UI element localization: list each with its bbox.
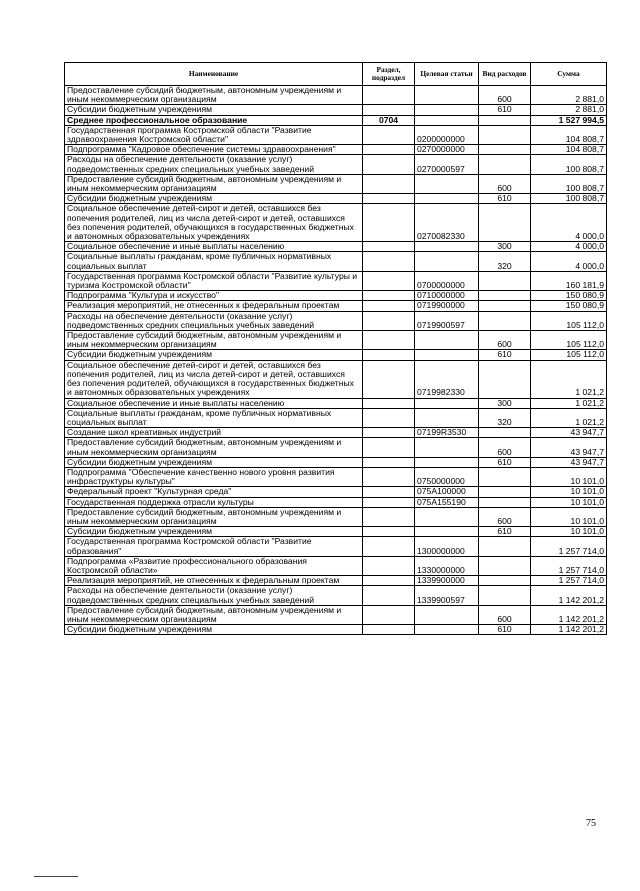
cell-section — [363, 398, 415, 408]
cell-sum: 10 101,0 — [531, 487, 607, 497]
cell-type: 610 — [479, 105, 531, 115]
cell-sum: 43 947,7 — [531, 428, 607, 438]
table-header-row — [65, 63, 607, 86]
cell-sum: 10 101,0 — [531, 497, 607, 507]
cell-type: 610 — [479, 625, 531, 635]
table-row — [65, 576, 607, 586]
header-type: Вид расходов — [479, 63, 531, 86]
cell-section — [363, 605, 415, 624]
cell-sum: 150 080,9 — [531, 291, 607, 301]
table-row — [65, 487, 607, 497]
table-row — [65, 311, 607, 330]
cell-target: 0719900597 — [415, 311, 479, 330]
table-row — [65, 174, 607, 193]
cell-name: Расходы на обеспечение деятельности (оказание услуг) подведомственных средних специальных учебных заведений — [65, 586, 363, 605]
table-row — [65, 537, 607, 556]
cell-type: 300 — [479, 242, 531, 252]
cell-type: 610 — [479, 350, 531, 360]
cell-name: Субсидии бюджетным учреждениям — [65, 527, 363, 537]
cell-target — [415, 605, 479, 624]
cell-name: Социальное обеспечение и иные выплаты населению — [65, 398, 363, 408]
cell-section — [363, 291, 415, 301]
cell-name: Субсидии бюджетным учреждениям — [65, 350, 363, 360]
cell-sum: 4 000,0 — [531, 204, 607, 242]
cell-sum: 1 142 201,2 — [531, 625, 607, 635]
cell-type: 300 — [479, 398, 531, 408]
cell-section — [363, 145, 415, 155]
cell-type — [479, 497, 531, 507]
cell-section — [363, 438, 415, 457]
table-row — [65, 271, 607, 290]
cell-type — [479, 125, 531, 144]
cell-section — [363, 537, 415, 556]
cell-sum: 1 021,2 — [531, 360, 607, 398]
cell-type — [479, 155, 531, 174]
cell-target: 1330000000 — [415, 556, 479, 575]
header-name: Наименование — [65, 63, 363, 86]
cell-sum: 105 112,0 — [531, 350, 607, 360]
cell-section — [363, 311, 415, 330]
table-row — [65, 408, 607, 427]
cell-section — [363, 556, 415, 575]
cell-section — [363, 408, 415, 427]
cell-sum: 105 112,0 — [531, 311, 607, 330]
table-row — [65, 204, 607, 242]
table-row — [65, 527, 607, 537]
cell-target — [415, 507, 479, 526]
cell-name: Среднее профессиональное образование — [65, 115, 363, 125]
cell-name: Создание школ креативных индустрий — [65, 428, 363, 438]
table-row — [65, 556, 607, 575]
cell-target: 0200000000 — [415, 125, 479, 144]
table-row — [65, 586, 607, 605]
cell-sum: 1 527 994,5 — [531, 115, 607, 125]
cell-target — [415, 527, 479, 537]
cell-type — [479, 291, 531, 301]
table-body — [65, 86, 607, 635]
cell-section — [363, 586, 415, 605]
cell-name: Подпрограмма «Развитие профессионального образования Костромской области» — [65, 556, 363, 575]
cell-target: 1339900597 — [415, 586, 479, 605]
cell-section — [363, 174, 415, 193]
table-row — [65, 467, 607, 486]
cell-name: Предоставление субсидий бюджетным, автономным учреждениям и иным некоммерческим организациям — [65, 331, 363, 350]
header-section: Раздел, подраздел — [363, 63, 415, 86]
cell-type: 600 — [479, 605, 531, 624]
cell-target — [415, 398, 479, 408]
table-row — [65, 115, 607, 125]
table-row — [65, 428, 607, 438]
cell-section — [363, 576, 415, 586]
cell-sum: 4 000,0 — [531, 252, 607, 271]
table-row — [65, 331, 607, 350]
cell-name: Расходы на обеспечение деятельности (оказание услуг) подведомственных средних специальных учебных заведений — [65, 311, 363, 330]
table-row — [65, 605, 607, 624]
cell-sum: 100 808,7 — [531, 174, 607, 193]
header-sum: Сумма — [531, 63, 607, 86]
table-row — [65, 145, 607, 155]
cell-sum: 1 021,2 — [531, 398, 607, 408]
cell-type — [479, 586, 531, 605]
cell-name: Реализация мероприятий, не отнесенных к федеральным проектам — [65, 576, 363, 586]
cell-type — [479, 115, 531, 125]
cell-type: 600 — [479, 438, 531, 457]
cell-name: Социальные выплаты гражданам, кроме публичных нормативных социальных выплат — [65, 252, 363, 271]
cell-section — [363, 497, 415, 507]
cell-name: Государственная поддержка отрасли культуры — [65, 497, 363, 507]
cell-name: Подпрограмма "Культура и искусство" — [65, 291, 363, 301]
cell-name: Предоставление субсидий бюджетным, автономным учреждениям и иным некоммерческим организациям — [65, 86, 363, 105]
table-row — [65, 125, 607, 144]
cell-sum: 10 101,0 — [531, 467, 607, 486]
table-row — [65, 507, 607, 526]
table-row — [65, 242, 607, 252]
cell-sum: 10 101,0 — [531, 527, 607, 537]
cell-target: 1339900000 — [415, 576, 479, 586]
cell-name: Реализация мероприятий, не отнесенных к федеральным проектам — [65, 301, 363, 311]
cell-type — [479, 487, 531, 497]
cell-type — [479, 467, 531, 486]
cell-type: 320 — [479, 252, 531, 271]
cell-type: 610 — [479, 527, 531, 537]
cell-sum: 4 000,0 — [531, 242, 607, 252]
cell-section — [363, 487, 415, 497]
cell-section — [363, 301, 415, 311]
cell-target: 0270000000 — [415, 145, 479, 155]
header-target: Целевая статьи — [415, 63, 479, 86]
table-row — [65, 497, 607, 507]
cell-type: 610 — [479, 194, 531, 204]
cell-name: Предоставление субсидий бюджетным, автономным учреждениям и иным некоммерческим организациям — [65, 438, 363, 457]
table-row — [65, 155, 607, 174]
cell-name: Субсидии бюджетным учреждениям — [65, 457, 363, 467]
cell-name: Подпрограмма "Обеспечение качественно нового уровня развития инфраструктуры культуры" — [65, 467, 363, 486]
cell-section — [363, 625, 415, 635]
table-row — [65, 194, 607, 204]
cell-target: 0270082330 — [415, 204, 479, 242]
cell-sum: 1 021,2 — [531, 408, 607, 427]
cell-name: Социальное обеспечение и иные выплаты населению — [65, 242, 363, 252]
cell-section — [363, 527, 415, 537]
cell-type — [479, 360, 531, 398]
cell-target — [415, 174, 479, 193]
cell-section — [363, 350, 415, 360]
cell-sum: 1 257 714,0 — [531, 556, 607, 575]
cell-name: Государственная программа Костромской области "Развитие образования" — [65, 537, 363, 556]
cell-sum: 2 881,0 — [531, 86, 607, 105]
cell-target — [415, 331, 479, 350]
cell-name: Предоставление субсидий бюджетным, автономным учреждениям и иным некоммерческим организациям — [65, 507, 363, 526]
cell-name: Подпрограмма "Кадровое обеспечение системы здравоохранения" — [65, 145, 363, 155]
cell-name: Предоставление субсидий бюджетным, автономным учреждениям и иным некоммерческим организациям — [65, 174, 363, 193]
cell-target: 075А100000 — [415, 487, 479, 497]
cell-section — [363, 155, 415, 174]
cell-type — [479, 311, 531, 330]
cell-type — [479, 556, 531, 575]
cell-type: 600 — [479, 331, 531, 350]
cell-type: 600 — [479, 86, 531, 105]
cell-target: 07199R3530 — [415, 428, 479, 438]
table-row — [65, 252, 607, 271]
table-row — [65, 105, 607, 115]
cell-name: Субсидии бюджетным учреждениям — [65, 105, 363, 115]
cell-target — [415, 115, 479, 125]
cell-name: Расходы на обеспечение деятельности (оказание услуг) подведомственных средних специальных учебных заведений — [65, 155, 363, 174]
cell-sum: 43 947,7 — [531, 438, 607, 457]
cell-type: 320 — [479, 408, 531, 427]
cell-section — [363, 204, 415, 242]
cell-sum: 105 112,0 — [531, 331, 607, 350]
cell-type — [479, 271, 531, 290]
cell-type — [479, 537, 531, 556]
cell-section — [363, 86, 415, 105]
cell-target — [415, 86, 479, 105]
cell-sum: 1 142 201,2 — [531, 586, 607, 605]
cell-target: 1300000000 — [415, 537, 479, 556]
cell-section — [363, 331, 415, 350]
cell-sum: 1 257 714,0 — [531, 537, 607, 556]
table-row — [65, 457, 607, 467]
cell-target — [415, 194, 479, 204]
cell-target: 0750000000 — [415, 467, 479, 486]
cell-section — [363, 194, 415, 204]
table-row — [65, 350, 607, 360]
cell-sum: 104 808,7 — [531, 145, 607, 155]
cell-name: Федеральный проект "Культурная среда" — [65, 487, 363, 497]
cell-target: 0270000597 — [415, 155, 479, 174]
cell-type: 600 — [479, 507, 531, 526]
cell-section — [363, 125, 415, 144]
cell-type: 610 — [479, 457, 531, 467]
footer-rule — [34, 876, 78, 877]
cell-sum: 10 101,0 — [531, 507, 607, 526]
cell-type — [479, 145, 531, 155]
cell-section — [363, 360, 415, 398]
table-row — [65, 625, 607, 635]
cell-sum: 150 080,9 — [531, 301, 607, 311]
table-row — [65, 291, 607, 301]
cell-target — [415, 252, 479, 271]
cell-section — [363, 242, 415, 252]
cell-section — [363, 252, 415, 271]
cell-name: Социальное обеспечение детей-сирот и детей, оставшихся без попечения родителей, лиц из числа детей-сирот и детей, оставшихся без попечения родителей, обучающихся в государственных бюджетных и автономных образовательных учреждениях — [65, 360, 363, 398]
page-number: 75 — [586, 818, 596, 829]
cell-target — [415, 242, 479, 252]
cell-section — [363, 457, 415, 467]
cell-name: Социальное обеспечение детей-сирот и детей, оставшихся без попечения родителей, лиц из числа детей-сирот и детей, оставшихся без попечения родителей, обучающихся в государственных бюджетных и автономных образовательных учреждениях — [65, 204, 363, 242]
cell-name: Государственная программа Костромской области "Развитие культуры и туризма Костромской области" — [65, 271, 363, 290]
cell-type — [479, 301, 531, 311]
cell-section — [363, 428, 415, 438]
table-row — [65, 398, 607, 408]
cell-name: Субсидии бюджетным учреждениям — [65, 625, 363, 635]
cell-name: Социальные выплаты гражданам, кроме публичных нормативных социальных выплат — [65, 408, 363, 427]
cell-target — [415, 457, 479, 467]
table-row — [65, 360, 607, 398]
cell-sum: 1 257 714,0 — [531, 576, 607, 586]
cell-type: 600 — [479, 174, 531, 193]
cell-target: 075А155190 — [415, 497, 479, 507]
cell-name: Предоставление субсидий бюджетным, автономным учреждениям и иным некоммерческим организациям — [65, 605, 363, 624]
cell-type — [479, 428, 531, 438]
cell-target — [415, 350, 479, 360]
table-row — [65, 438, 607, 457]
cell-target — [415, 625, 479, 635]
cell-target — [415, 408, 479, 427]
cell-type — [479, 204, 531, 242]
cell-target: 0700000000 — [415, 271, 479, 290]
cell-type — [479, 576, 531, 586]
cell-sum: 100 808,7 — [531, 155, 607, 174]
cell-sum: 2 881,0 — [531, 105, 607, 115]
cell-sum: 104 808,7 — [531, 125, 607, 144]
cell-target — [415, 438, 479, 457]
cell-name: Субсидии бюджетным учреждениям — [65, 194, 363, 204]
cell-target: 0719982330 — [415, 360, 479, 398]
cell-section — [363, 507, 415, 526]
cell-section — [363, 271, 415, 290]
cell-target: 0719900000 — [415, 301, 479, 311]
cell-name: Государственная программа Костромской области "Развитие здравоохранения Костромской области" — [65, 125, 363, 144]
cell-target — [415, 105, 479, 115]
cell-sum: 43 947,7 — [531, 457, 607, 467]
cell-section — [363, 467, 415, 486]
cell-target: 0710000000 — [415, 291, 479, 301]
cell-section — [363, 105, 415, 115]
cell-sum: 1 142 201,2 — [531, 605, 607, 624]
table-row — [65, 86, 607, 105]
cell-sum: 100 808,7 — [531, 194, 607, 204]
budget-table — [64, 62, 607, 635]
cell-section: 0704 — [363, 115, 415, 125]
cell-sum: 160 181,9 — [531, 271, 607, 290]
table-row — [65, 301, 607, 311]
